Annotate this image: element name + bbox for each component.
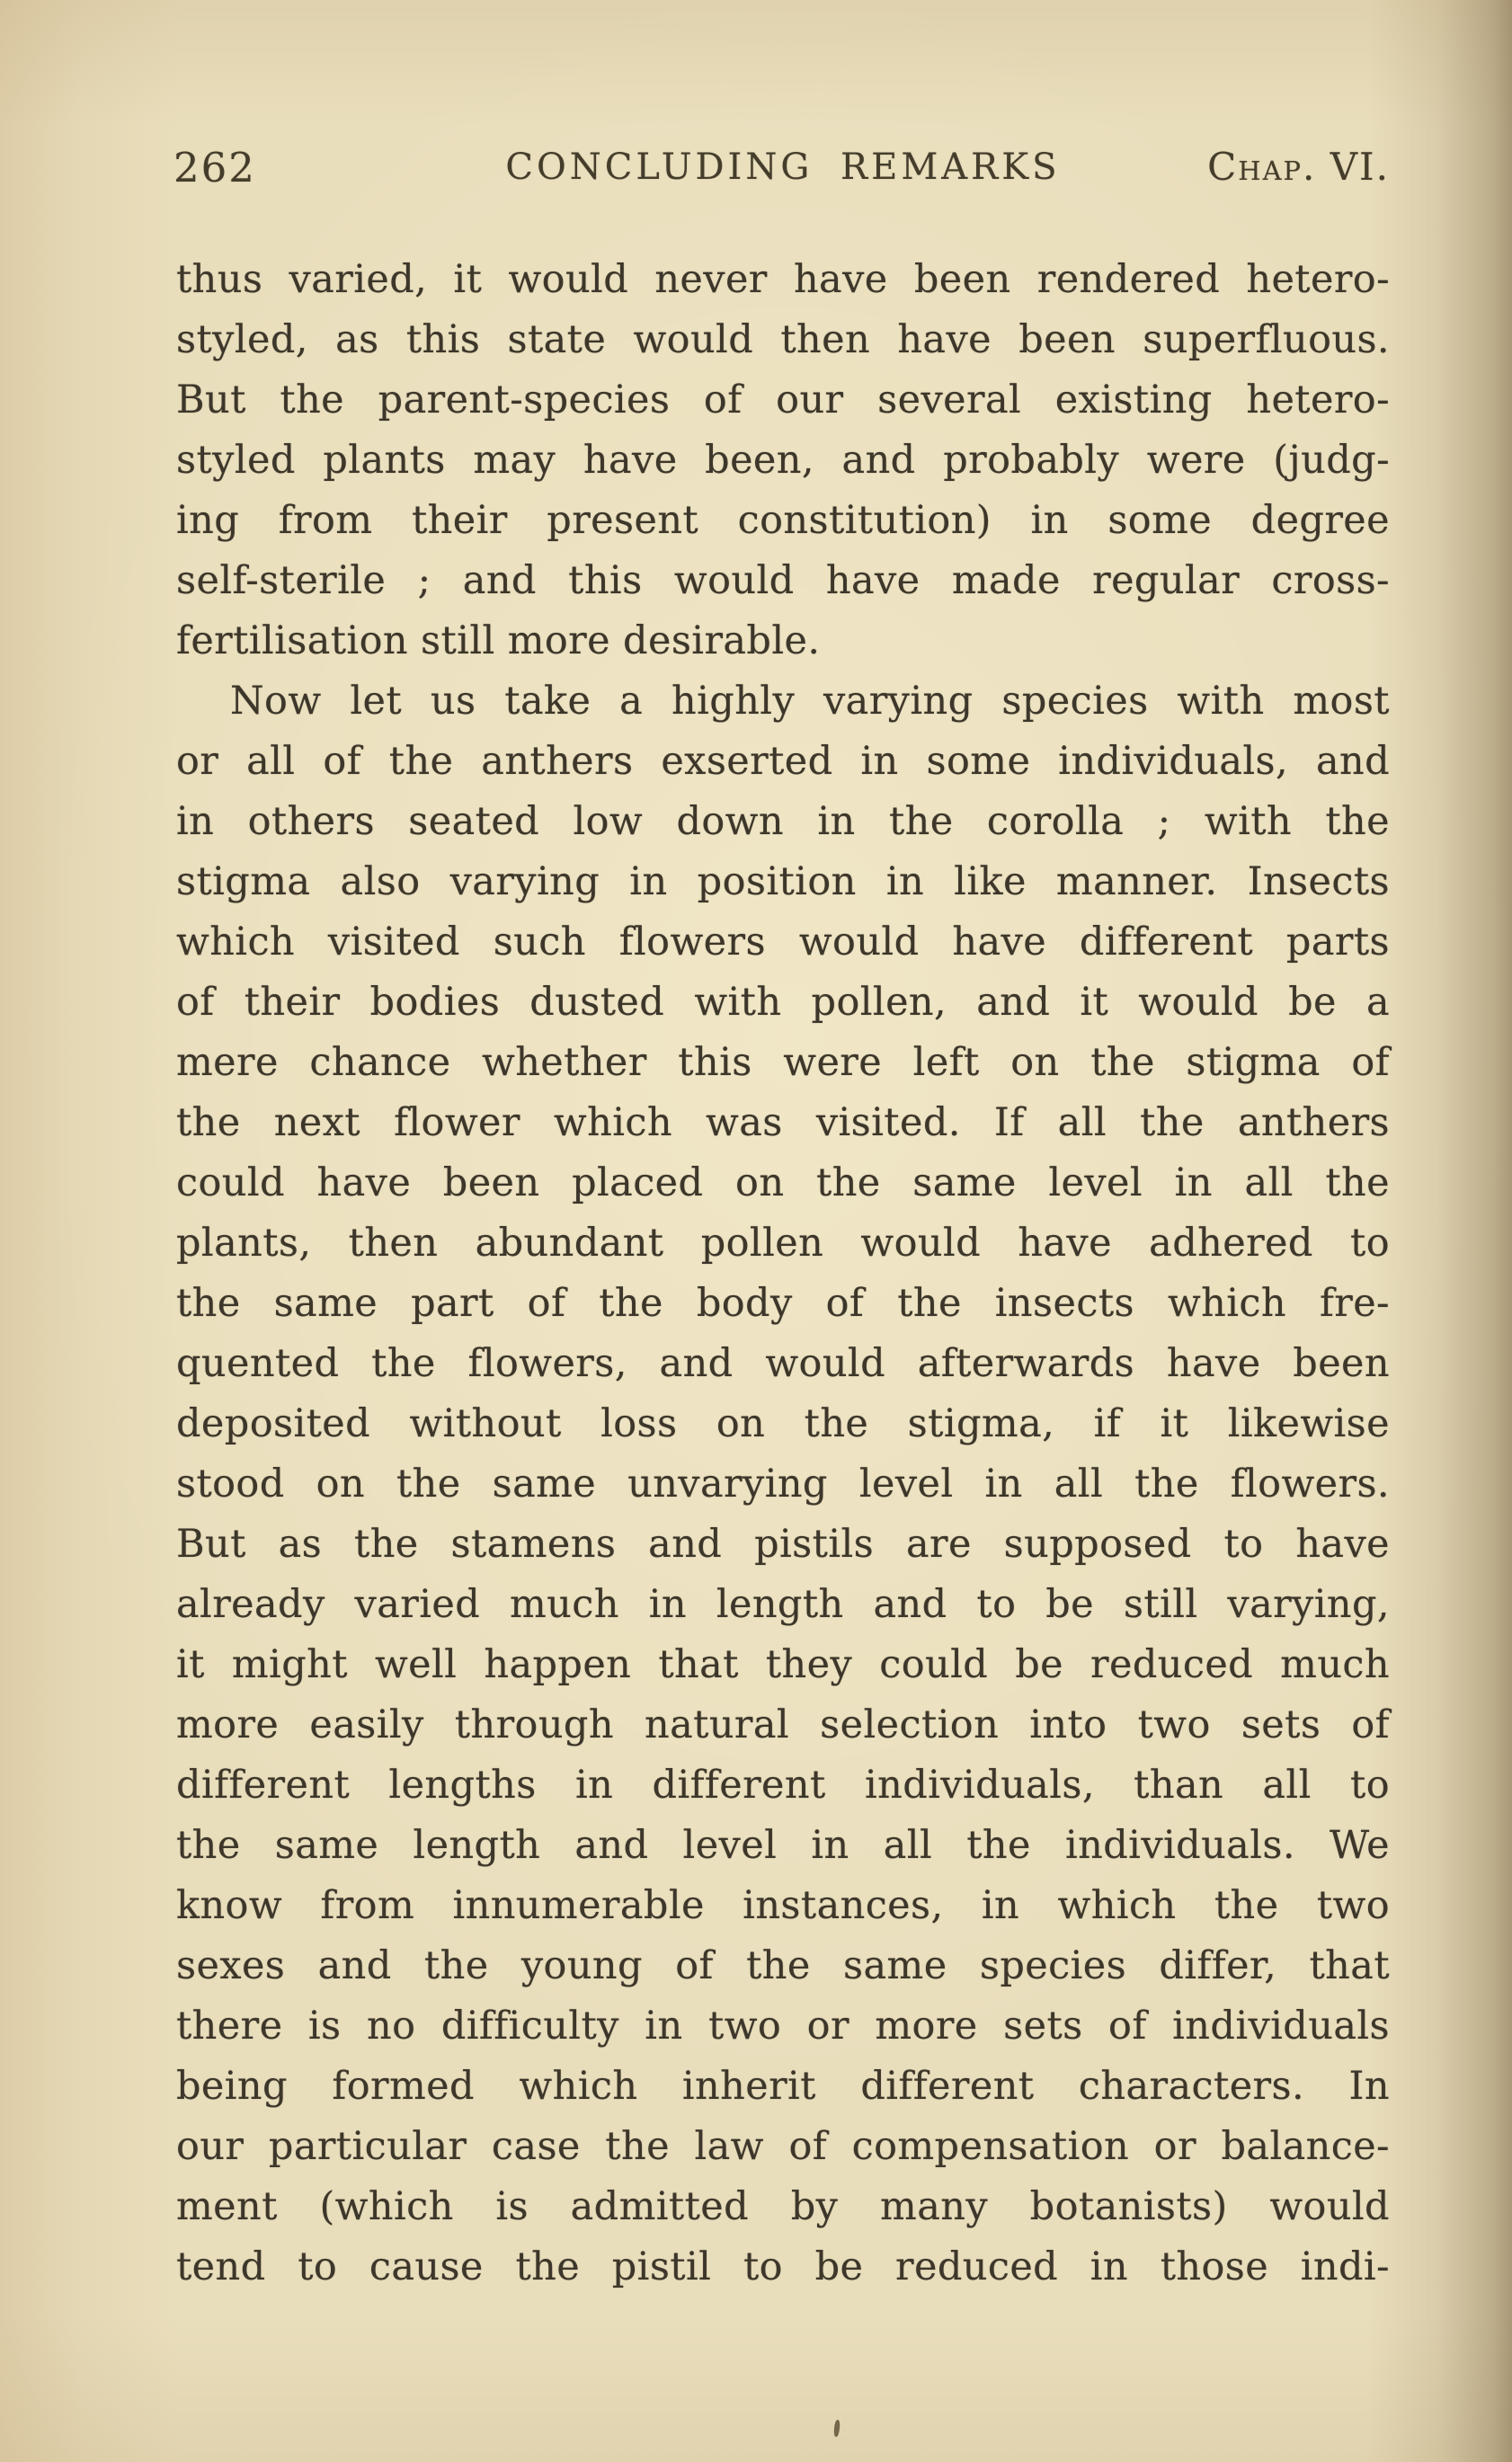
text-line: thus varied, it would never have been rendered hetero- [176,257,1390,302]
text-line: the same part of the body of the insects which fre- [176,1281,1390,1326]
text-line: ment (which is admitted by many botanists) would [176,2184,1390,2229]
text-line: tend to cause the pistil to be reduced in those indi- [176,2244,1390,2289]
text-line: more easily through natural selection into two sets of [176,1702,1390,1747]
page-number: 262 [173,144,256,191]
text-line: know from innumerable instances, in which the two [176,1883,1390,1928]
text-line: stood on the same unvarying level in all the flowers. [176,1462,1390,1507]
text-line: mere chance whether this were left on the stigma of [176,1040,1390,1085]
text-line: the next flower which was visited. If all the anthers [176,1100,1390,1145]
text-line: deposited without loss on the stigma, if it likewise [176,1401,1390,1446]
text-line: styled, as this state would then have been superfluous. [176,317,1390,362]
text-line: But the parent-species of our several existing hetero- [176,378,1390,422]
text-line: could have been placed on the same level in all the [176,1160,1390,1205]
text-line: in others seated low down in the corolla ; with the [176,799,1390,844]
text-line: sexes and the young of the same species differ, that [176,1943,1390,1988]
text-line: quented the flowers, and would afterwards have been [176,1341,1390,1386]
text-line: plants, then abundant pollen would have adhered to [176,1221,1390,1266]
text-line: the same length and level in all the individuals. We [176,1823,1390,1868]
text-line: our particular case the law of compensation or balance- [176,2124,1390,2169]
text-line: already varied much in length and to be still varying, [176,1582,1390,1627]
text-line: of their bodies dusted with pollen, and it would be a [176,980,1390,1025]
text-line: it might well happen that they could be reduced much [176,1642,1390,1687]
text-line: styled plants may have been, and probably were (judg- [176,438,1390,483]
ink-speck [833,2420,840,2438]
text-line: or all of the anthers exserted in some individuals, and [176,739,1390,784]
text-line: different lengths in different individuals, than all to [176,1763,1390,1808]
running-title: CONCLUDING REMARKS [505,147,1061,188]
text-line: being formed which inherit different characters. In [176,2064,1390,2109]
text-block [176,250,1390,2298]
text-line: there is no difficulty in two or more sets of individuals [176,2004,1390,2049]
text-line: Now let us take a highly varying species with most [230,679,1390,724]
text-line: self-sterile ; and this would have made regular cross- [176,558,1390,603]
text-line: which visited such flowers would have different parts [176,920,1390,964]
text-line: fertilisation still more desirable. [176,618,821,663]
text-line: But as the stamens and pistils are supposed to have [176,1522,1390,1567]
text-line: ing from their present constitution) in some degree [176,498,1390,543]
running-header [173,144,1390,194]
chapter-label: Chap. VI. [1207,145,1390,189]
text-line: stigma also varying in position in like manner. Insects [176,859,1390,904]
